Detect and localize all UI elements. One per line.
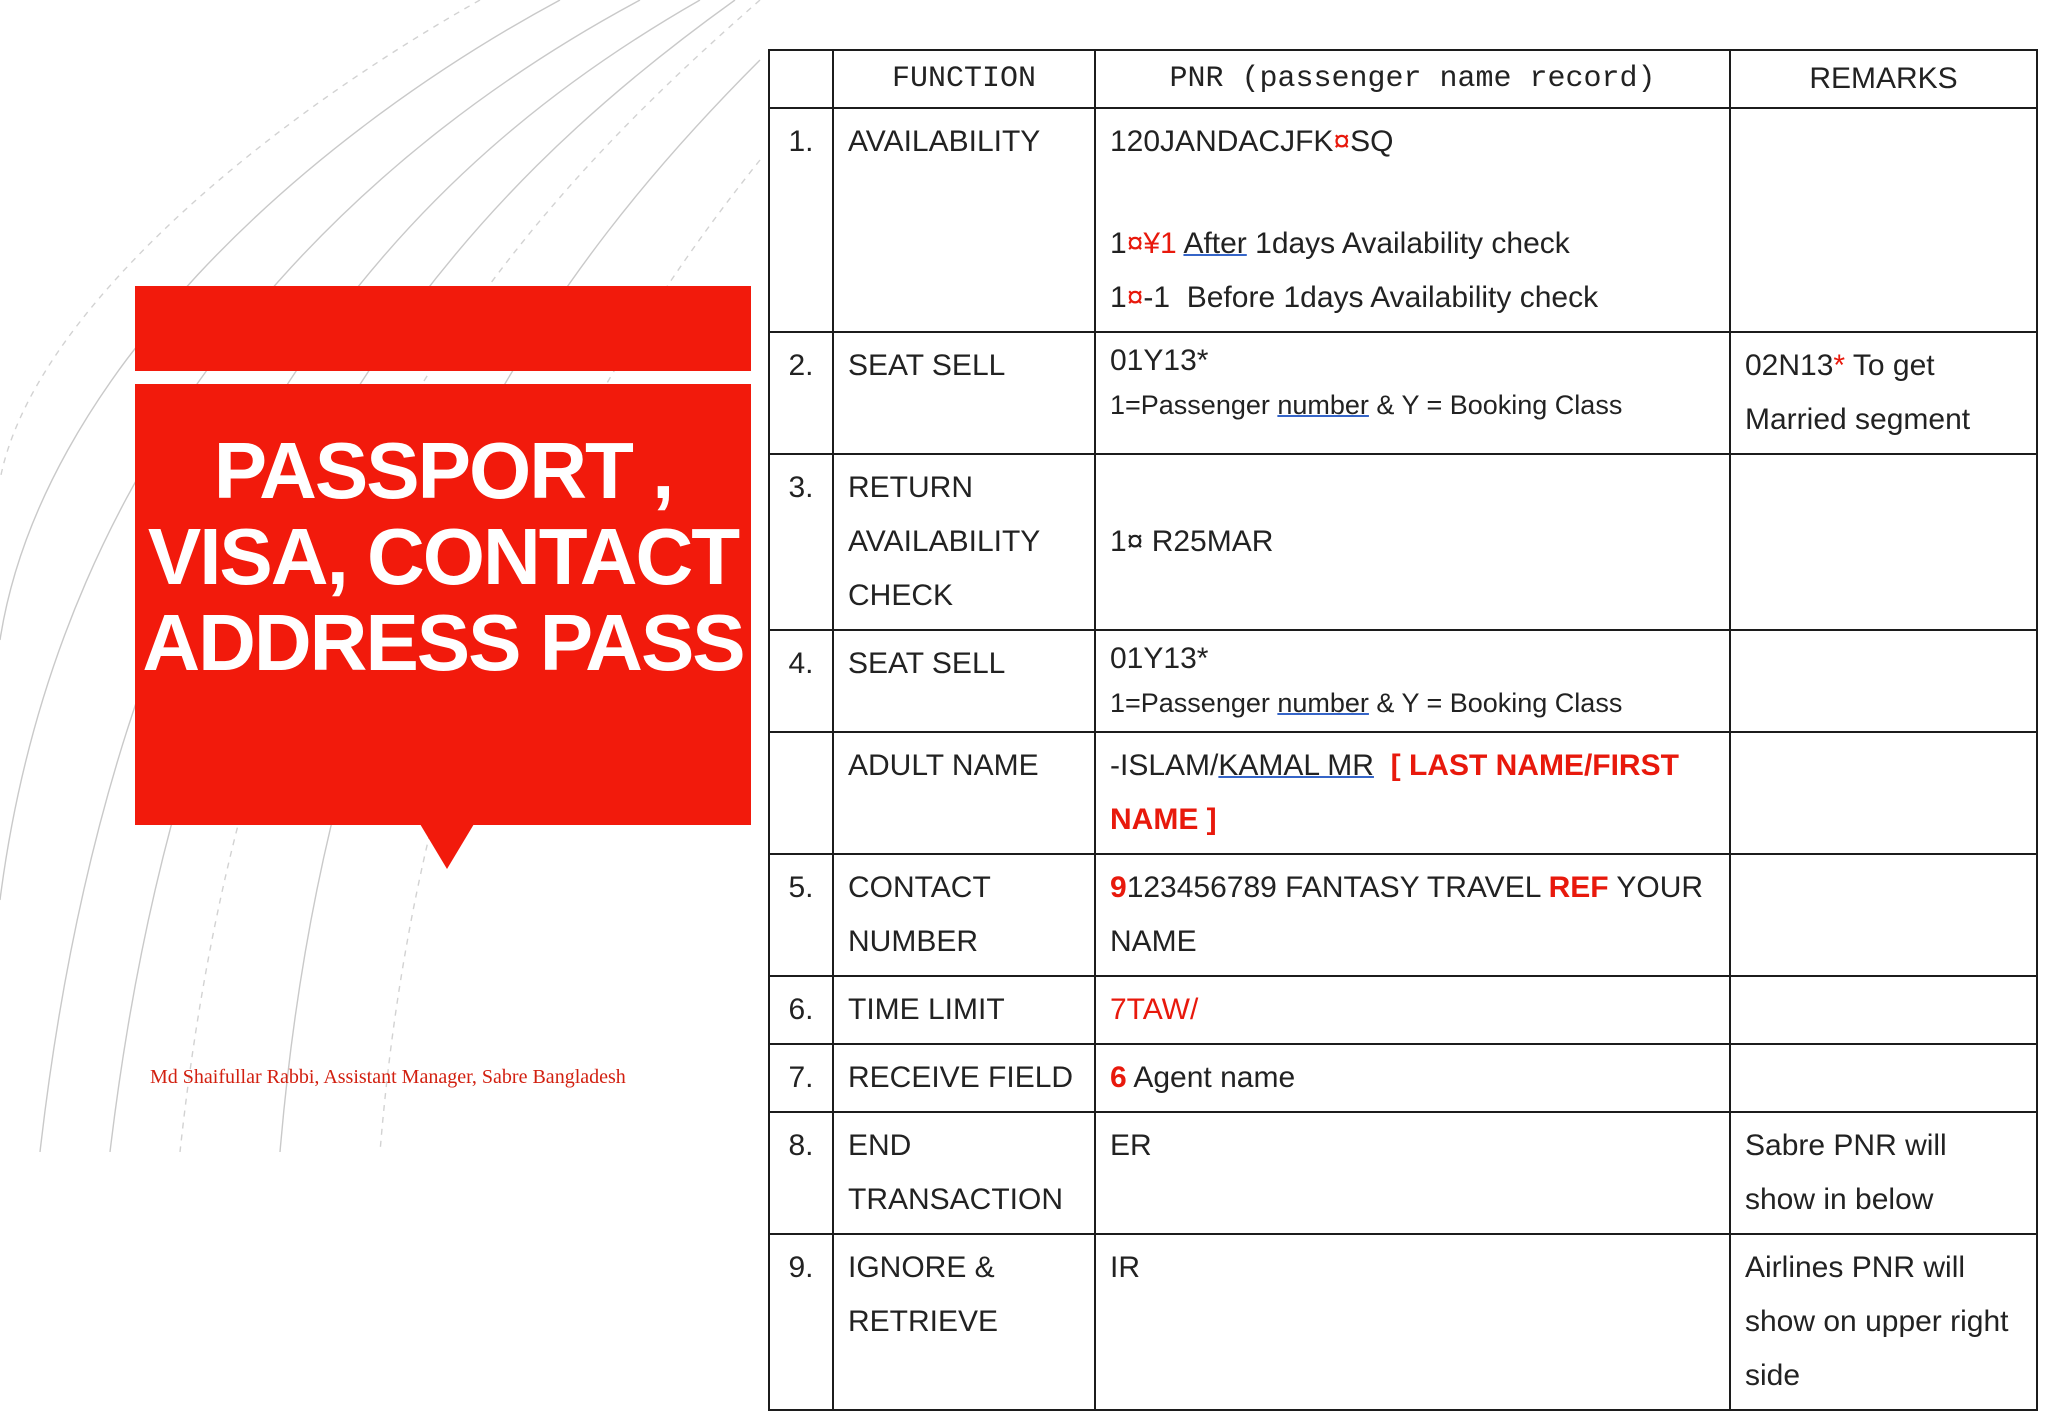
row-number: 5.: [769, 854, 833, 976]
table-row: [769, 1112, 2037, 1234]
function-cell: CONTACT NUMBER: [833, 854, 1095, 976]
pnr-note: 1=Passenger number & Y = Booking Class: [1110, 390, 1623, 420]
pnr-cell: 7TAW/: [1095, 976, 1730, 1044]
pnr-cell: [1095, 454, 1730, 630]
table-row: [769, 1044, 2037, 1112]
remarks-cell: [1730, 854, 2037, 976]
table-row: [769, 454, 2037, 630]
table-row: [769, 332, 2037, 454]
callout-pointer: [420, 824, 474, 869]
table-row: [769, 732, 2037, 854]
row-number: 1.: [769, 108, 833, 332]
row-number: 2.: [769, 332, 833, 454]
remarks-cell: Airlines PNR will show on upper right side: [1730, 1234, 2037, 1410]
pnr-command-table: [768, 49, 2038, 1411]
pnr-note: 1=Passenger number & Y = Booking Class: [1110, 688, 1623, 718]
row-number: 8.: [769, 1112, 833, 1234]
remarks-cell: [1730, 1044, 2037, 1112]
pnr-cell: [1095, 332, 1730, 454]
pnr-command-before: 1¤-1 Before 1days Availability check: [1110, 281, 1599, 314]
function-cell: SEAT SELL: [833, 332, 1095, 454]
row-number: 6.: [769, 976, 833, 1044]
function-cell: IGNORE & RETRIEVE: [833, 1234, 1095, 1410]
pnr-command: 120JANDACJFK¤SQ: [1110, 125, 1394, 158]
pnr-cell: IR: [1095, 1234, 1730, 1410]
row-number: 3.: [769, 454, 833, 630]
row-number: 4.: [769, 630, 833, 732]
pnr-command-after: 1¤¥1 After 1days Availability check: [1110, 227, 1570, 260]
pnr-command: 1¤ R25MAR: [1110, 525, 1274, 558]
pnr-cell: ER: [1095, 1112, 1730, 1234]
table-row: [769, 1234, 2037, 1410]
table-row: [769, 854, 2037, 976]
pnr-cell: 6 Agent name: [1095, 1044, 1730, 1112]
pnr-cell: 9123456789 FANTASY TRAVEL REF YOUR NAME: [1095, 854, 1730, 976]
pnr-cell: [1095, 630, 1730, 732]
function-cell: SEAT SELL: [833, 630, 1095, 732]
function-cell: ADULT NAME: [833, 732, 1095, 854]
header-pnr: PNR (passenger name record): [1095, 50, 1730, 108]
table-row: [769, 976, 2037, 1044]
table-row: [769, 108, 2037, 332]
row-number: [769, 732, 833, 854]
slide-title-line: ADDRESS PASS: [142, 598, 744, 687]
title-callout-box: [135, 384, 751, 825]
pnr-command: 01Y13*: [1110, 344, 1209, 377]
author-credit: Md Shaifullar Rabbi, Assistant Manager, Sabre Bangladesh: [150, 1066, 626, 1088]
remarks-cell: Sabre PNR will show in below: [1730, 1112, 2037, 1234]
pnr-cell: [1095, 108, 1730, 332]
slide-title-line: PASSPORT ,: [213, 426, 673, 515]
title-top-strip: [135, 286, 751, 371]
table-header-row: [769, 50, 2037, 108]
remarks-cell: [1730, 732, 2037, 854]
remarks-cell: 02N13* To get Married segment: [1730, 332, 2037, 454]
header-function: FUNCTION: [833, 50, 1095, 108]
slide-title: [135, 428, 751, 686]
row-number: 9.: [769, 1234, 833, 1410]
function-cell: RECEIVE FIELD: [833, 1044, 1095, 1112]
header-remarks: REMARKS: [1730, 50, 2037, 108]
function-cell: AVAILABILITY: [833, 108, 1095, 332]
remarks-cell: [1730, 108, 2037, 332]
remarks-cell: [1730, 630, 2037, 732]
header-no: [769, 50, 833, 108]
function-cell: RETURN AVAILABILITY CHECK: [833, 454, 1095, 630]
pnr-command: 01Y13*: [1110, 642, 1209, 675]
pnr-cell: -ISLAM/KAMAL MR [ LAST NAME/FIRST NAME ]: [1095, 732, 1730, 854]
function-cell: END TRANSACTION: [833, 1112, 1095, 1234]
row-number: 7.: [769, 1044, 833, 1112]
function-cell: TIME LIMIT: [833, 976, 1095, 1044]
table-row: [769, 630, 2037, 732]
slide-title-line: VISA, CONTACT: [147, 512, 739, 601]
remarks-cell: [1730, 454, 2037, 630]
remarks-cell: [1730, 976, 2037, 1044]
